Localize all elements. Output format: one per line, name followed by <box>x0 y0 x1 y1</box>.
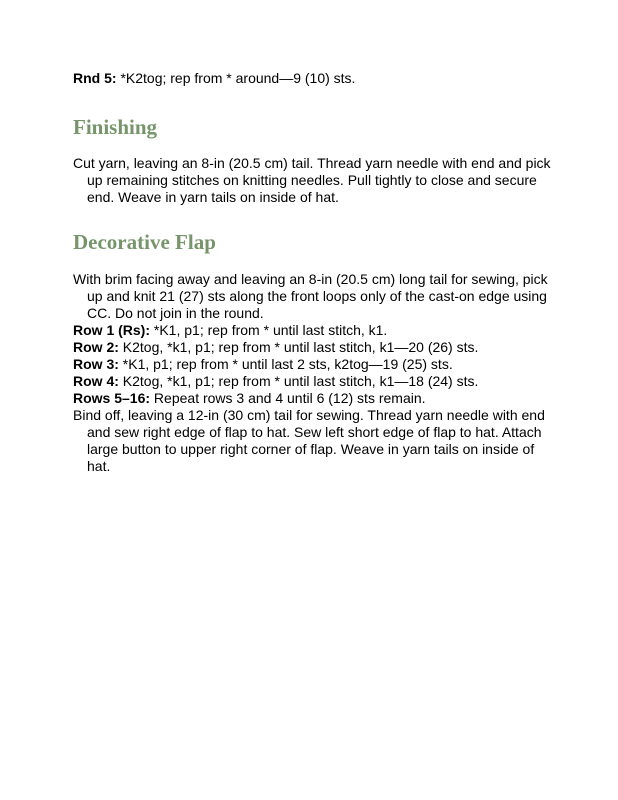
flap-row-label: Row 2: <box>73 339 119 355</box>
flap-intro-paragraph: With brim facing away and leaving an 8-in (20.5 cm) long tail for sewing, pick up and knit 21 (27) sts along the front loops only of the cast-on edge using CC. Do not join in the round. <box>73 271 548 321</box>
flap-row-2 <box>73 339 553 356</box>
flap-row-text: Repeat rows 3 and 4 until 6 (12) sts remain. <box>150 390 426 406</box>
decorative-flap-heading: Decorative Flap <box>73 230 216 254</box>
flap-row-label: Row 3: <box>73 356 119 372</box>
flap-row-text: K2tog, *k1, p1; rep from * until last stitch, k1—20 (26) sts. <box>118 339 479 355</box>
rnd-5-text: *K2tog; rep from * around—9 (10) sts. <box>116 70 356 86</box>
flap-row-label: Row 4: <box>73 373 119 389</box>
flap-row-label: Row 1 (Rs): <box>73 322 150 338</box>
document-page <box>73 70 553 475</box>
flap-row-text: K2tog, *k1, p1; rep from * until last stitch, k1—18 (24) sts. <box>118 373 479 389</box>
finishing-heading: Finishing <box>73 115 158 139</box>
flap-row-text: *K1, p1; rep from * until last 2 sts, k2tog—19 (25) sts. <box>118 356 453 372</box>
flap-row-3 <box>73 356 553 373</box>
flap-row-4 <box>73 373 553 390</box>
rnd-5-instruction <box>73 70 553 87</box>
finishing-paragraph: Cut yarn, leaving an 8-in (20.5 cm) tail. Thread yarn needle with end and pick up remaining stitches on knitting needles. Pull tightly to close and secure end. Weave in yarn tails on inside of hat. <box>73 155 551 205</box>
flap-row-1 <box>73 322 553 339</box>
rnd-5-label: Rnd 5: <box>73 70 117 86</box>
bind-off-paragraph: Bind off, leaving a 12-in (30 cm) tail for sewing. Thread yarn needle with end and sew right edge of flap to hat. Sew left short edge of flap to hat. Attach large button to upper right corner of flap. Weave in yarn tails on inside of hat. <box>73 407 545 474</box>
flap-row-label: Rows 5–16: <box>73 390 151 406</box>
flap-rows-5-16 <box>73 390 553 407</box>
flap-row-text: *K1, p1; rep from * until last stitch, k1. <box>150 322 388 338</box>
